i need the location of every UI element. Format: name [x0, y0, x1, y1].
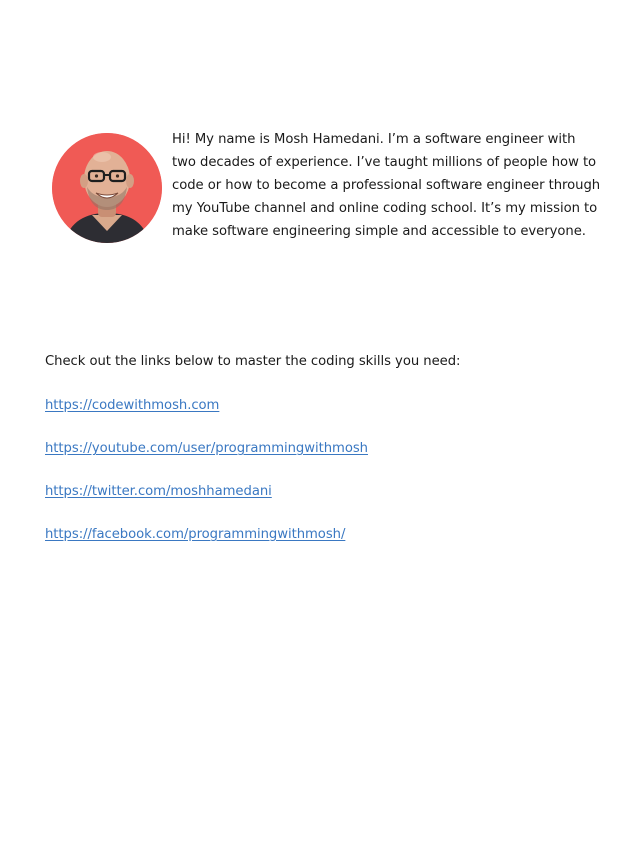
- youtube-link[interactable]: https://youtube.com/user/programmingwithmosh: [45, 441, 368, 456]
- list-item: [45, 480, 605, 502]
- list-item: [45, 437, 605, 459]
- author-avatar: [52, 133, 162, 243]
- codewithmosh-link[interactable]: https://codewithmosh.com: [45, 398, 220, 413]
- list-item: [45, 523, 605, 545]
- facebook-link[interactable]: https://facebook.com/programmingwithmosh/: [45, 527, 346, 542]
- links-intro-text: Check out the links below to master the coding skills you need:: [45, 354, 461, 369]
- twitter-link[interactable]: https://twitter.com/moshhamedani: [45, 484, 272, 499]
- list-item: [45, 394, 605, 416]
- person-portrait-icon: [52, 133, 162, 243]
- links-section: [45, 351, 605, 566]
- author-bio-text: Hi! My name is Mosh Hamedani. I’m a software engineer with two decades of experience. I’ve taught millions of people how to code or how to become a professional software engineer through my YouTube channel and online coding school. It’s my mission to make software engineering simple and accessible to everyone.: [172, 132, 601, 239]
- link-list: [45, 394, 605, 545]
